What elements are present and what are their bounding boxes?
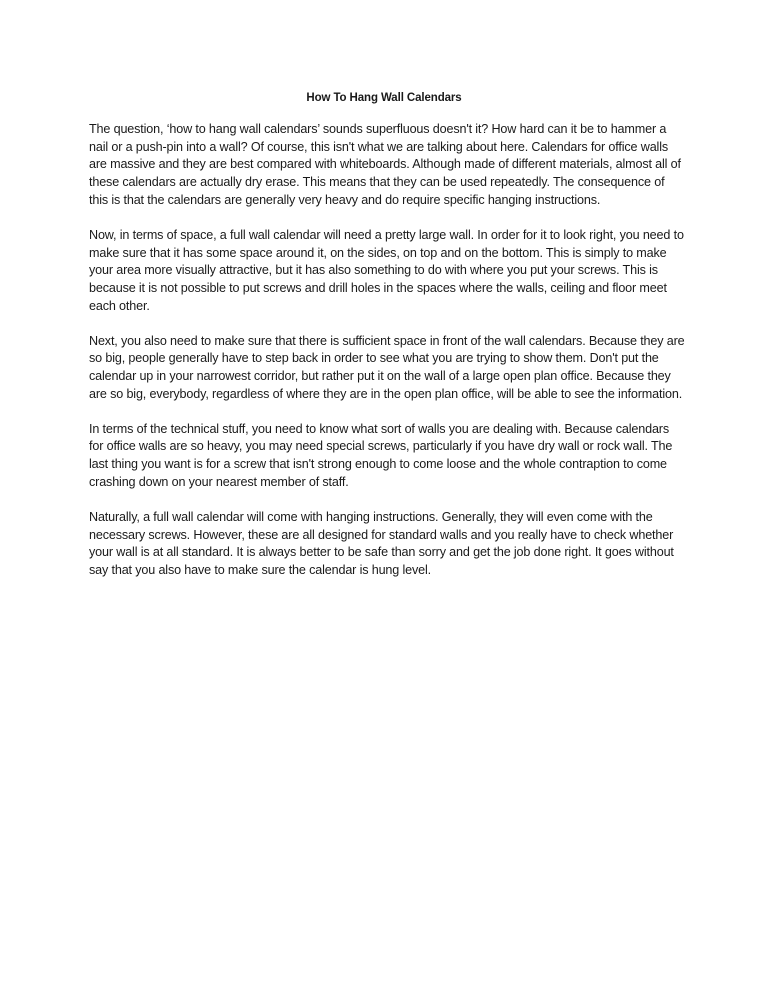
paragraph-2: Now, in terms of space, a full wall calendar will need a pretty large wall. In order for it to look right, you need to make sure that it has some space around it, on the sides, on top and on the bottom. This is simply to make your area more visually attractive, but it has also something to do with where you put your screws. This is because it is not possible to put screws and drill holes in the spaces where the walls, ceiling and floor meet each other.	[89, 227, 684, 313]
paragraph-4: In terms of the technical stuff, you need to know what sort of walls you are dealing with. Because calendars for office walls are so heavy, you may need special screws, particularly if you have dry wall or rock wall. The last thing you want is for a screw that isn't strong enough to come loose and the whole contraption to come crashing down on your nearest member of staff.	[89, 421, 673, 489]
paragraph-1: The question, ‘how to hang wall calendars’ sounds superfluous doesn't it? How hard can it be to hammer a nail or a push-pin into a wall? Of course, this isn't what we are talking about here. Calendars for office walls are massive and they are best compared with whiteboards. Although made of different materials, almost all of these calendars are actually dry erase. This means that they can be used repeatedly. The consequence of this is that the calendars are generally very heavy and do require specific hanging instructions.	[89, 122, 681, 207]
paragraph-3: Next, you also need to make sure that there is sufficient space in front of the wall calendars. Because they are so big, people generally have to step back in order to see what you are trying to show them. Don't put the calendar up in your narrowest corridor, but rather put it on the wall of a large open plan office. Because they are so big, everybody, regardless of where they are in the open plan office, will be able to see the information.	[89, 333, 685, 401]
document-title: How To Hang Wall Calendars	[306, 92, 462, 104]
document-body	[89, 121, 685, 597]
paragraph-5: Naturally, a full wall calendar will come with hanging instructions. Generally, they will even come with the necessary screws. However, these are all designed for standard walls and you really have to check whether your wall is at all standard. It is always better to be safe than sorry and get the job done right. It goes without say that you also have to make sure the calendar is hung level.	[89, 509, 674, 577]
